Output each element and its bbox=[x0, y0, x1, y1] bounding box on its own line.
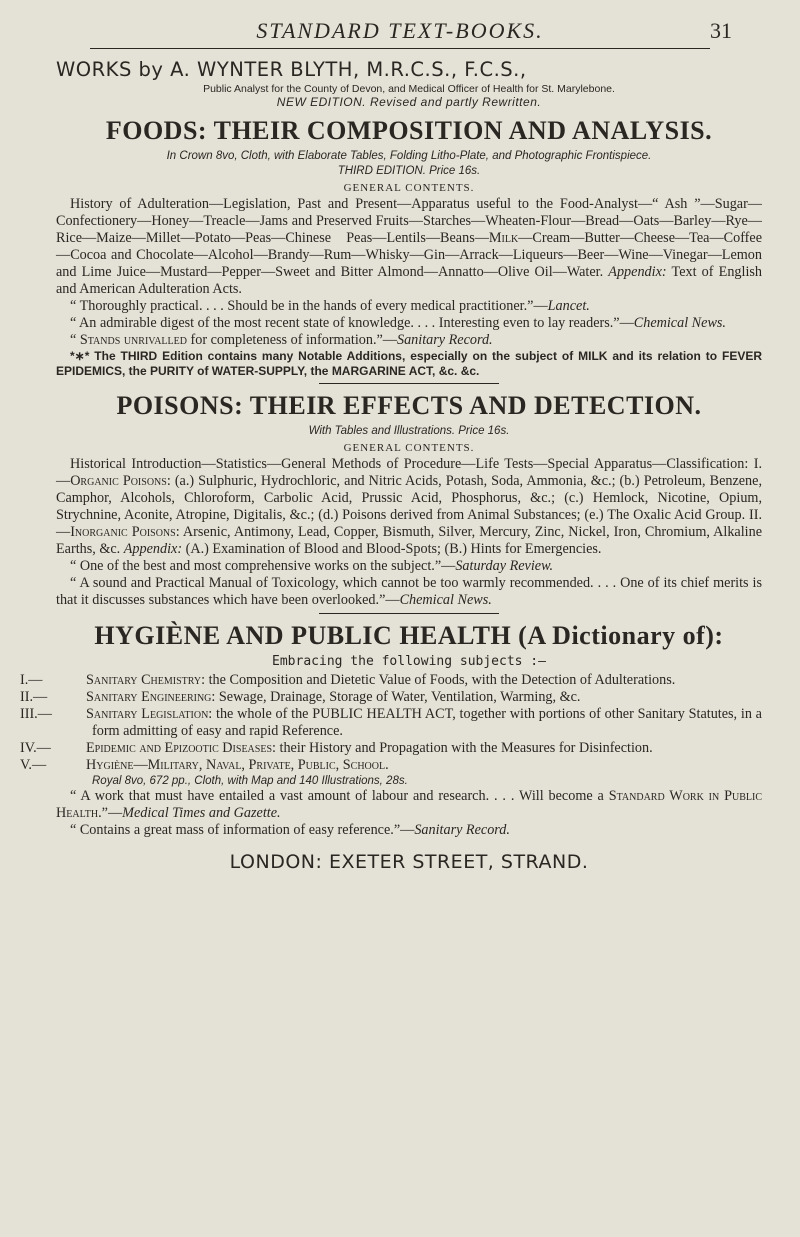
page-content bbox=[20, 58, 762, 873]
list-item: III.— Sanitary Legislation: the whole of the PUBLIC HEALTH ACT, together with portions of other Sanitary Statutes, in a form admitting of easy and rapid Reference. bbox=[20, 706, 762, 739]
header-rule bbox=[90, 48, 710, 49]
poisons-review-saturday: “ One of the best and most comprehensive works on the subject.”—Saturday Review. bbox=[70, 558, 554, 574]
foods-format: In Crown 8vo, Cloth, with Elaborate Tables, Folding Litho-Plate, and Photographic Frontispiece. bbox=[166, 150, 652, 162]
foods-section bbox=[56, 115, 762, 384]
publisher-imprint: LONDON: EXETER STREET, STRAND. bbox=[229, 851, 589, 873]
poisons-title: POISONS: THEIR EFFECTS AND DETECTION. bbox=[116, 391, 702, 420]
running-title: STANDARD TEXT-BOOKS. bbox=[256, 18, 544, 43]
foods-appendix-label: Appendix: bbox=[608, 264, 667, 280]
page-number: 31 bbox=[710, 18, 732, 43]
list-item: V.— Hygiène—Military, Naval, Private, Public, School. bbox=[20, 757, 389, 773]
poisons-appendix-label: Appendix: bbox=[123, 541, 183, 557]
list-item: IV.— Epidemic and Epizootic Diseases: their History and Propagation with the Measures for Disinfection. bbox=[20, 740, 653, 756]
poisons-contents-heading: GENERAL CONTENTS. bbox=[343, 442, 475, 454]
foods-contents-heading: GENERAL CONTENTS. bbox=[343, 182, 475, 194]
section-divider bbox=[319, 613, 499, 614]
list-item: I.— Sanitary Chemistry: the Composition and Dietetic Value of Foods, with the Detection of Adulterations. bbox=[20, 672, 676, 688]
poisons-contents: Historical Introduction—Statistics—General Methods of Procedure—Life Tests—Special Apparatus—Classification: I.—Organic Poisons: (a.) Sulphuric, Hydrochloric, and Nitric Acids, Potash, Soda, Ammonia, &c.; (b.) Petroleum, Benzene, Camphor, Alcohols, Chloroform, Carbolic Acid, Prussic Acid, Phosphorus, &c.; (c.) Hemlock, Nicotine, Opium, Strychnine, Aconite, Atropine, Digitalis, &c.; (d.) Poisons derived from Animal Substances; (e.) The Oxalic Acid Group. II.—Inorganic Poisons: Arsenic, Antimony, Lead, Copper, Bismuth, Silver, Mercury, Zinc, Nickel, Iron, Chromium, Alkaline Earths, &c. Appendix: (A.) Examination of Blood and Blood-Spots; (B.) Hints for Emergencies. bbox=[56, 456, 762, 557]
poisons-format: With Tables and Illustrations. Price 16s. bbox=[308, 425, 510, 437]
foods-review-lancet: “ Thoroughly practical. . . . Should be in the hands of every medical practitioner.”—Lancet. bbox=[70, 298, 590, 314]
hygiene-section bbox=[20, 620, 762, 839]
poisons-section bbox=[56, 390, 762, 614]
hygiene-embracing: Embracing the following subjects :— bbox=[272, 654, 546, 669]
foods-edition-additions-note: *∗* The THIRD Edition contains many Notable Additions, especially on the subject of MILK and its relation to FEVER EPIDEMICS, the PURITY of WATER-SUPPLY, the MARGARINE ACT, &c. &c. bbox=[56, 349, 762, 378]
author-description: Public Analyst for the County of Devon, and Medical Officer of Health for St. Marylebone. bbox=[203, 83, 615, 95]
author-heading: WORKS by A. WYNTER BLYTH, M.R.C.S., F.C.S., bbox=[56, 58, 527, 81]
hygiene-title: HYGIÈNE AND PUBLIC HEALTH (A Dictionary of): bbox=[94, 621, 724, 650]
hygiene-format: Royal 8vo, 672 pp., Cloth, with Map and 140 Illustrations, 28s. bbox=[92, 775, 408, 787]
section-divider bbox=[319, 383, 499, 384]
list-item: II.— Sanitary Engineering: Sewage, Drainage, Storage of Water, Ventilation, Warming, &c. bbox=[20, 689, 581, 705]
foods-title: FOODS: THEIR COMPOSITION AND ANALYSIS. bbox=[105, 116, 713, 145]
foods-review-sanitary-record: “ Stands unrivalled for completeness of information.”—Sanitary Record. bbox=[70, 332, 493, 348]
hygiene-review-sanitary-record: “ Contains a great mass of information of easy reference.”—Sanitary Record. bbox=[70, 822, 510, 838]
foods-review-chemical-news: “ An admirable digest of the most recent state of knowledge. . . . Interesting even to lay readers.”—Chemical News. bbox=[70, 315, 726, 331]
hygiene-subject-list bbox=[20, 672, 762, 774]
foods-contents: History of Adulteration—Legislation, Past and Present—Apparatus useful to the Food-Analyst—“ Ash ”—Sugar—Confectionery—Honey—Treacle—Jams and Preserved Fruits—Starches—Wheaten-Flour—Bread—Oats—Barley—Rye—Rice—Maize—Millet—Potato—Peas—Chinese Peas—Lentils—Beans—Milk—Cream—Butter—Cheese—Tea—Coffee—Cocoa and Chocolate—Alcohol—Brandy—Rum—Whisky—Gin—Arrack—Liqueurs—Beer—Wine—Vinegar—Lemon and Lime Juice—Mustard—Pepper—Sweet and Bitter Almond—Annatto—Olive Oil—Water. Appendix: Text of English and American Adulteration Acts. bbox=[56, 196, 762, 297]
poisons-review-chemical-news: “ A sound and Practical Manual of Toxicology, which cannot be too warmly recommended. . . . One of its chief merits is that it discusses substances which have been overlooked.”—Chemical News. bbox=[56, 575, 762, 608]
hygiene-review-medical-times: “ A work that must have entailed a vast amount of labour and research. . . . Will become a Standard Work in Public Health.”—Medical Times and Gazette. bbox=[56, 788, 762, 821]
foods-edition-price: THIRD EDITION. Price 16s. bbox=[337, 165, 481, 177]
edition-note: NEW EDITION. Revised and partly Rewritten. bbox=[276, 95, 542, 109]
